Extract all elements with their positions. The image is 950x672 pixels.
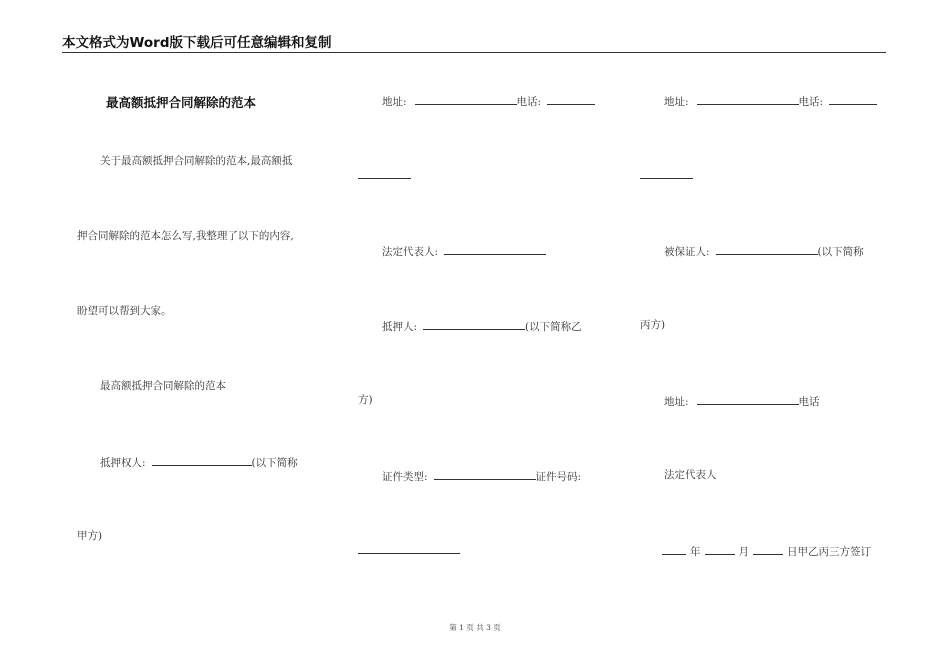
mortgagee-label: 抵押权人:	[100, 457, 146, 469]
col3-address-blank[interactable]	[697, 93, 799, 105]
mortgagor-line	[382, 318, 582, 334]
cert-type-label: 证件类型:	[382, 471, 428, 483]
signing-text: 日甲乙丙三方签订	[787, 546, 871, 558]
document-title: 最高额抵押合同解除的范本	[106, 95, 257, 110]
col2-phone-label: 电话:	[516, 96, 542, 108]
mortgagee-line-2: 甲方)	[77, 530, 103, 542]
col3-address2-label: 地址:	[664, 396, 689, 408]
col2-address-label: 地址:	[382, 96, 407, 108]
mortgagor-blank[interactable]	[423, 318, 525, 330]
cert-line	[382, 468, 581, 484]
intro-line-1: 关于最高额抵押合同解除的范本,最高额抵	[100, 155, 293, 167]
col2-legal-rep-line	[382, 243, 546, 259]
cert-no-blank[interactable]	[358, 553, 460, 554]
section-heading: 最高额抵押合同解除的范本	[100, 380, 226, 392]
month-label: 月	[738, 546, 749, 558]
col3-address2-blank[interactable]	[697, 393, 799, 405]
col2-legal-rep-label: 法定代表人:	[382, 246, 439, 258]
col3-phone2-label: 电话	[798, 396, 820, 408]
guarantor-suffix: (以下简称	[817, 246, 864, 258]
year-label: 年	[690, 546, 701, 558]
page-header: 本文格式为Word版下载后可任意编辑和复制	[62, 34, 886, 53]
mortgagor-line-2: 方)	[358, 394, 373, 406]
col3-phone-blank-cont[interactable]	[640, 178, 693, 179]
col2-address-blank[interactable]	[415, 93, 517, 105]
col3-address-label: 地址:	[664, 96, 689, 108]
page-footer: 第 1 页 共 3 页	[449, 623, 501, 632]
guarantor-label: 被保证人:	[664, 246, 710, 258]
col3-legal-rep-line: 法定代表人	[664, 469, 717, 481]
col2-phone-blank[interactable]	[547, 93, 595, 105]
day-blank[interactable]	[753, 543, 783, 555]
col3-address2-line	[664, 393, 820, 409]
col2-legal-rep-blank[interactable]	[444, 243, 546, 255]
guarantor-line	[664, 243, 864, 259]
col2-phone-blank-cont[interactable]	[358, 178, 411, 179]
mortgagee-suffix: (以下简称	[251, 457, 298, 469]
mortgagor-label: 抵押人:	[382, 321, 418, 333]
intro-line-3: 盼望可以帮到大家。	[77, 305, 172, 317]
cert-no-label: 证件号码:	[535, 471, 582, 483]
guarantor-blank[interactable]	[716, 243, 818, 255]
intro-line-2: 押合同解除的范本怎么写,我整理了以下的内容,	[77, 230, 294, 242]
col3-address-line	[664, 93, 877, 109]
guarantor-line-2: 丙方)	[640, 319, 666, 331]
mortgagee-line	[100, 454, 298, 470]
col2-address-line	[382, 93, 595, 109]
mortgagor-suffix: (以下简称乙	[525, 321, 582, 333]
signing-date-line	[662, 543, 871, 559]
month-blank[interactable]	[705, 543, 735, 555]
col3-phone-blank[interactable]	[829, 93, 877, 105]
year-blank[interactable]	[662, 543, 686, 555]
mortgagee-blank[interactable]	[152, 454, 252, 466]
cert-type-blank[interactable]	[434, 468, 536, 480]
col3-phone-label: 电话:	[798, 96, 824, 108]
